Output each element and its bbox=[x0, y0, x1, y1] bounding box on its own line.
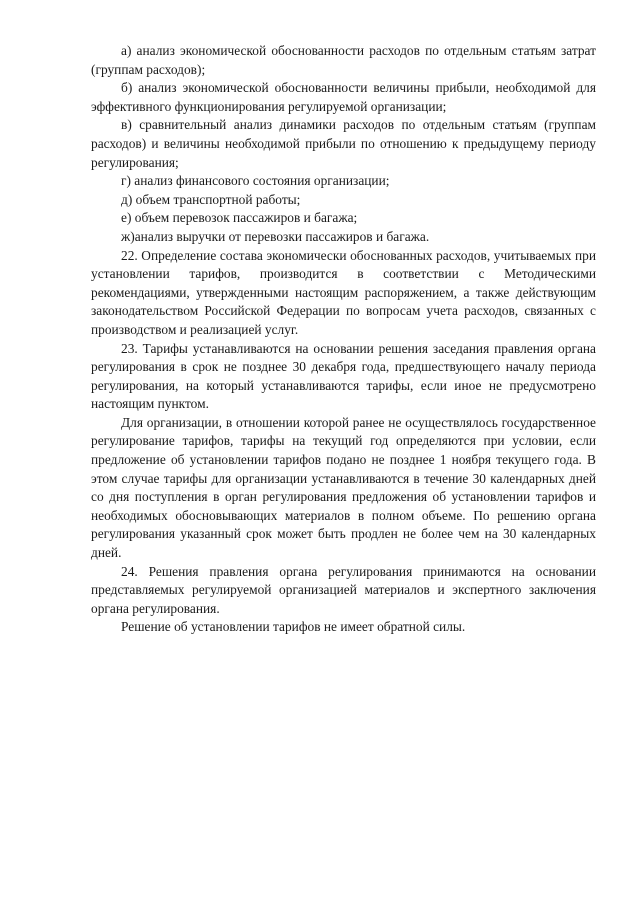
document-body bbox=[91, 42, 596, 637]
paragraph-23-continued: Для организации, в отношении которой ранее не осуществлялось государственное регулирование тарифов, тарифы на текущий год определяются при условии, если предложение об установлении тарифов подано не позднее 1 ноября текущего года. В этом случае тарифы для организации устанавливаются в течение 30 календарных дней со дня поступления в орган регулирования предложения об установлении тарифов и необходимых обосновывающих материалов в полном объеме. По решению органа регулирования указанный срок может быть продлен не более чем на 30 календарных дней. bbox=[91, 414, 596, 561]
paragraph-item-v: в) сравнительный анализ динамики расходов по отдельным статьям (группам расходов) и величины необходимой прибыли по отношению к предыдущему периоду регулирования; bbox=[91, 117, 596, 170]
paragraph-item-d: д) объем транспортной работы; bbox=[121, 191, 301, 207]
paragraph-24: 24. Решения правления органа регулирования принимаются на основании представляемых регулируемой организацией материалов и экспертного заключения органа регулирования. bbox=[91, 563, 596, 616]
paragraph-item-zh: ж)анализ выручки от перевозки пассажиров и багажа. bbox=[121, 228, 430, 244]
paragraph-24-continued: Решение об установлении тарифов не имеет обратной силы. bbox=[121, 619, 466, 635]
paragraph-item-g: г) анализ финансового состояния организации; bbox=[121, 173, 390, 189]
paragraph-item-e: е) объем перевозок пассажиров и багажа; bbox=[121, 210, 358, 226]
paragraph-23: 23. Тарифы устанавливаются на основании решения заседания правления органа регулирования в срок не позднее 30 декабря года, предшествующего началу периода регулирования, на который устанавливаются тарифы, если иное не предусмотрено настоящим пунктом. bbox=[91, 340, 596, 412]
paragraph-22: 22. Определение состава экономически обоснованных расходов, учитываемых при установлении тарифов, производится в соответствии с Методическими рекомендациями, утвержденными настоящим распоряжением, а также действующим законодательством Российской Федерации по вопросам учета расходов, связанных с производством и реализацией услуг. bbox=[91, 247, 596, 337]
paragraph-item-b: б) анализ экономической обоснованности величины прибыли, необходимой для эффективного функционирования регулируемой организации; bbox=[91, 80, 596, 114]
paragraph-item-a: а) анализ экономической обоснованности расходов по отдельным статьям затрат (группам расходов); bbox=[91, 43, 596, 77]
